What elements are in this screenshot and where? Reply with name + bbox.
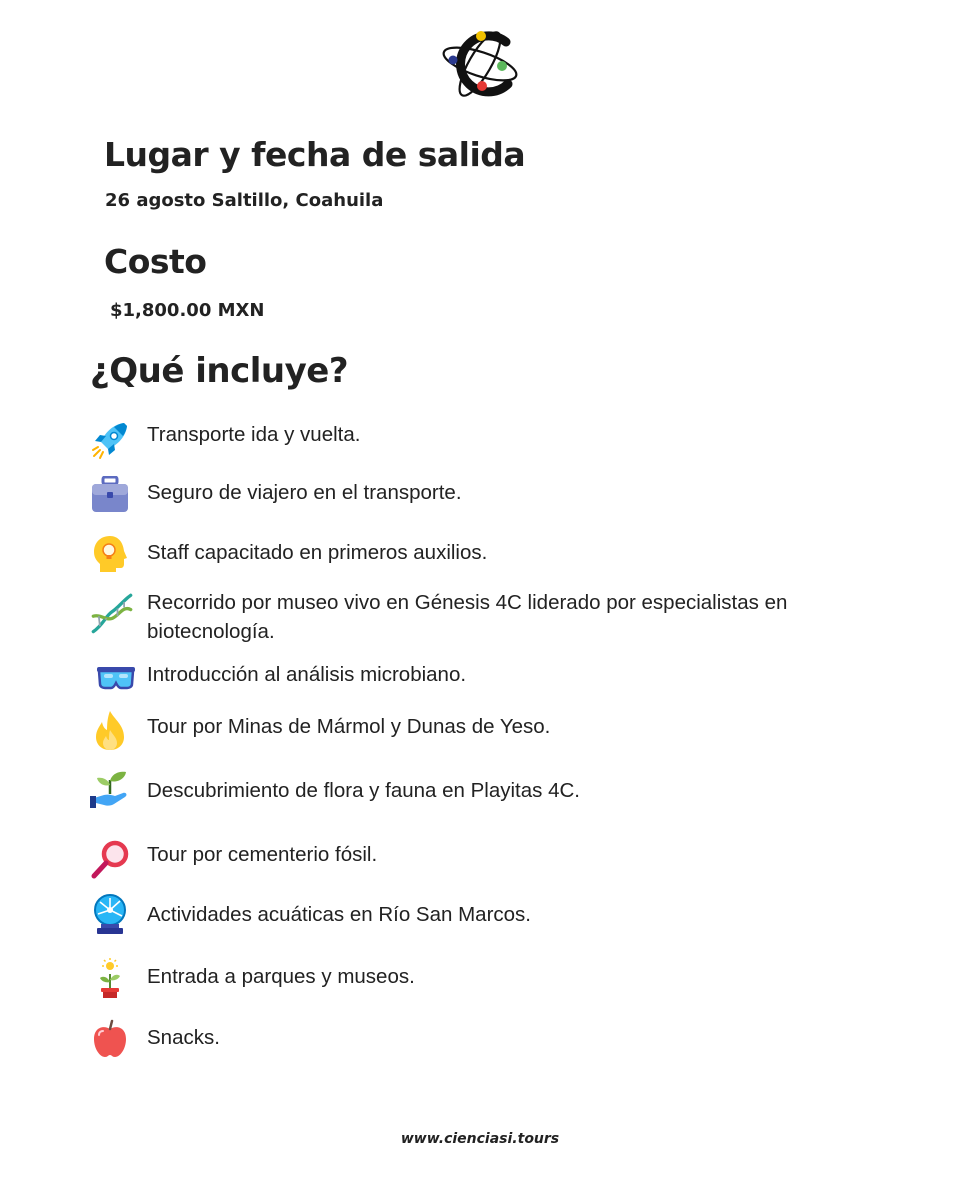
list-item-text: Entrada a parques y museos.	[147, 965, 415, 988]
list-item-text: Seguro de viajero en el transporte.	[147, 481, 462, 504]
atom-c-logo-icon	[436, 28, 524, 98]
list-item-text: Tour por cementerio fósil.	[147, 843, 378, 866]
apple-icon	[90, 1019, 130, 1059]
cost-heading: Costo	[104, 242, 207, 281]
rocket-icon	[90, 420, 130, 460]
includes-heading: ¿Qué incluye?	[90, 351, 349, 391]
toolbox-icon	[90, 476, 130, 516]
list-item-text: Actividades acuáticas en Río San Marcos.	[147, 903, 531, 926]
head-lightbulb-icon	[90, 534, 130, 574]
list-item-text: Transporte ida y vuelta.	[147, 423, 361, 446]
list-item-text: Introducción al análisis microbiano.	[147, 663, 467, 686]
flame-icon	[90, 708, 130, 752]
list-item-text: Descubrimiento de flora y fauna en Playitas 4C.	[147, 779, 581, 802]
safety-goggles-icon	[96, 658, 136, 698]
dna-icon	[90, 592, 134, 636]
list-item-text: Snacks.	[147, 1026, 220, 1049]
magnifier-icon	[90, 840, 130, 880]
departure-heading: Lugar y fecha de salida	[104, 135, 526, 174]
price-value: $1,800.00 MXN	[110, 300, 265, 321]
hand-sprout-icon	[90, 766, 130, 810]
flower-sun-icon	[90, 956, 130, 1000]
departure-detail: 26 agosto Saltillo, Coahuila	[105, 190, 384, 211]
list-item-text: Recorrido por museo vivo en Génesis 4C liderado por especialistas en biotecnología.	[147, 591, 788, 643]
plasma-ball-icon	[90, 892, 130, 936]
list-item-text: Tour por Minas de Mármol y Dunas de Yeso.	[147, 715, 551, 738]
website-link[interactable]: www.cienciasi.tours	[400, 1131, 560, 1147]
list-item-text: Staff capacitado en primeros auxilios.	[147, 541, 488, 564]
